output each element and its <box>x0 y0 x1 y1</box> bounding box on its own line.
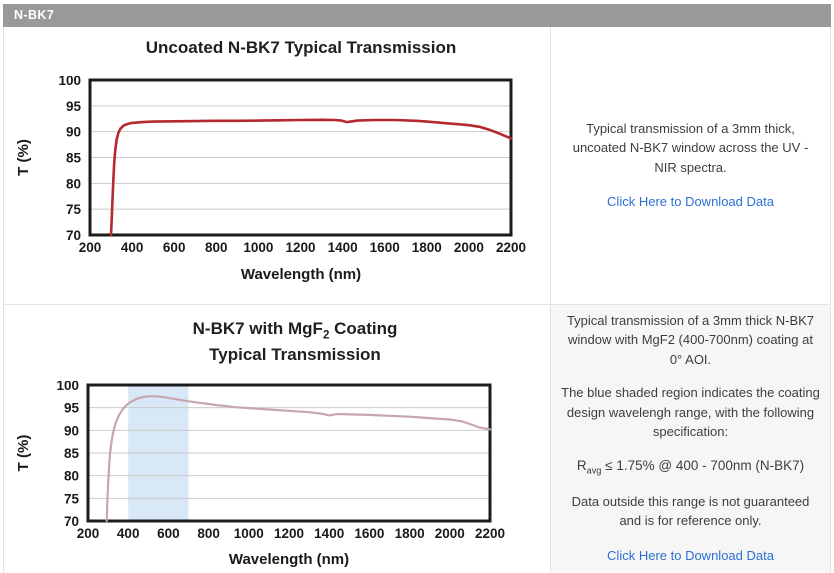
coated-row <box>4 305 830 572</box>
coating-specification: $R_{avg} \le 1.75\%$ @ 400 - 700nm (N-BK7) <box>576 457 805 476</box>
x-tick-label: 800 <box>205 240 228 255</box>
y-tick-label: 85 <box>63 446 79 462</box>
y-tick-label: 90 <box>65 124 81 140</box>
y-tick-label: 70 <box>65 228 81 243</box>
y-tick-label: 80 <box>63 469 79 485</box>
y-axis-label: T (%) <box>15 139 32 176</box>
x-tick-label: 1000 <box>243 240 274 255</box>
x-tick-label: 2200 <box>495 240 527 255</box>
x-tick-label: 800 <box>197 526 220 542</box>
x-tick-label: 400 <box>120 240 144 255</box>
y-tick-label: 75 <box>63 491 79 507</box>
x-tick-label: 1200 <box>273 526 305 542</box>
uncoated-chart-panel <box>4 27 550 304</box>
x-tick-label: 1200 <box>285 240 316 255</box>
x-tick-label: 1800 <box>394 526 425 542</box>
x-tick-label: 600 <box>162 240 186 255</box>
chart-title <box>22 319 550 364</box>
y-tick-label: 80 <box>65 176 81 192</box>
x-tick-label: 1800 <box>411 240 442 255</box>
x-tick-label: 1600 <box>369 240 400 255</box>
y-tick-label: 75 <box>65 202 81 218</box>
x-tick-label: 400 <box>116 526 140 542</box>
coated-transmission-chart <box>4 381 550 549</box>
chart-title-line1: N-BK7 with MgF$_2$ Coating <box>192 319 398 342</box>
uncoated-transmission-chart <box>4 76 550 262</box>
chart-title-line2: Typical Transmission <box>209 345 381 365</box>
chart-title: Uncoated N-BK7 Typical Transmission <box>145 38 457 57</box>
y-tick-label: 100 <box>56 381 79 394</box>
y-tick-label: 90 <box>63 423 79 439</box>
section-title: N-BK7 <box>14 8 55 22</box>
description-text: Data outside this range is not guaranteed and is for reference only. <box>571 493 810 529</box>
y-tick-label: 70 <box>63 514 79 530</box>
description-text: The blue shaded region indicates the coating design wavelengh range, with the following specification: <box>561 385 820 440</box>
x-tick-label: 1000 <box>233 526 264 542</box>
x-axis-label: Wavelength (nm) <box>228 551 350 569</box>
download-data-link[interactable]: Click Here to Download Data <box>607 194 774 209</box>
section-header <box>3 4 831 27</box>
x-tick-label: 200 <box>76 526 100 542</box>
transmission-curve <box>111 120 511 235</box>
x-tick-label: 600 <box>157 526 180 542</box>
uncoated-row <box>4 27 830 305</box>
content-grid <box>3 27 831 573</box>
y-tick-label: 95 <box>63 401 79 417</box>
x-tick-label: 2000 <box>434 526 465 542</box>
x-tick-label: 1400 <box>327 240 358 255</box>
y-axis-label: T (%) <box>15 435 32 472</box>
description-text: Typical transmission of a 3mm thick N-BK7 window with MgF2 (400-700nm) coating at 0° AOI. <box>566 312 815 367</box>
y-tick-label: 95 <box>65 98 81 114</box>
description-text: Typical transmission of a 3mm thick, uncoated N-BK7 window across the UV - NIR spectra. <box>572 120 809 175</box>
download-data-link[interactable]: Click Here to Download Data <box>607 547 774 563</box>
y-tick-label: 85 <box>65 150 81 166</box>
x-tick-label: 2000 <box>453 240 484 255</box>
x-tick-label: 2200 <box>474 526 506 542</box>
x-tick-label: 1400 <box>314 526 345 542</box>
x-axis-label: Wavelength (nm) <box>240 266 362 283</box>
x-tick-label: 1600 <box>354 526 385 542</box>
uncoated-description-panel <box>550 27 830 304</box>
x-tick-label: 200 <box>78 240 102 255</box>
coated-description-panel <box>550 305 830 572</box>
coated-chart-panel <box>4 305 550 572</box>
y-tick-label: 100 <box>58 76 81 88</box>
